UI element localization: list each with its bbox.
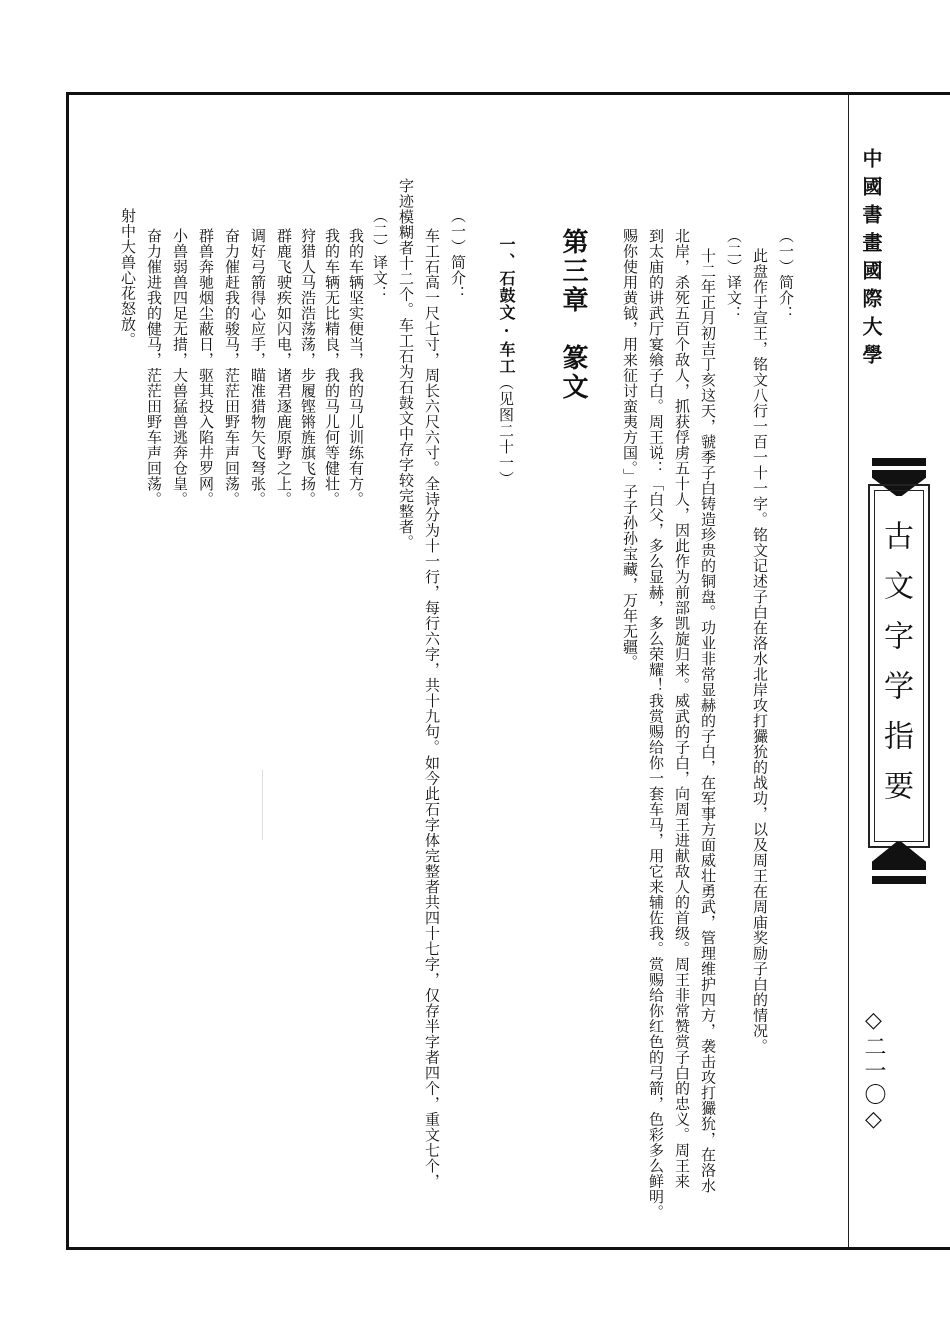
- school-name: 中國書畫國際大學: [859, 148, 883, 372]
- translation-heading-2: （二）译文：: [371, 208, 389, 301]
- poem-line: 我的车辆无比精良，我的马儿何等健壮。: [323, 228, 341, 507]
- poem-line: 狩猎人马浩浩荡荡，步履铿锵旌旗飞扬。: [299, 228, 317, 507]
- poem-line: 奋力催赶我的骏马，茫茫田野车声回荡。: [223, 228, 241, 507]
- poem-line: 小兽弱兽四足无措，大兽猛兽逃奔仓皇。: [171, 228, 189, 507]
- scan-mark: [262, 770, 263, 840]
- poem-line: 奋力催进我的健马，茫茫田野车声回荡。: [145, 228, 163, 507]
- poem-line: 射中大兽心花怒放。: [119, 208, 137, 348]
- intro-text-1: 此盘作于宣王，铭文八行一百一十一字。铭文记述子白在洛水北岸攻打玁狁的战功，以及周王在周庙奖励子白的情况。: [751, 248, 769, 1054]
- translation-line: 到太庙的讲武厅宴飨子白。周王说：「白父，多么显赫，多么荣耀！我赏赐给你一套车马，用它来辅佐我。赏赐给你红色的弓箭，色彩多么鲜明。: [647, 228, 665, 1220]
- poem-line: 群兽奔驰烟尘蔽日，驱其投入陷井罗网。: [197, 228, 215, 507]
- section-heading-note: （见图二十一）: [497, 375, 515, 487]
- book-title: 古文字学指要: [878, 520, 913, 820]
- margin-divider: [848, 95, 849, 1247]
- poem-line: 群鹿飞驶疾如闪电，诸君逐鹿原野之上。: [275, 228, 293, 507]
- page-number: ◇二一〇◇: [861, 1008, 886, 1134]
- translation-heading-1: （二）译文：: [725, 228, 743, 321]
- translation-line: 北岸，杀死五百个敌人，抓获俘虏五十人，因此作为前部凯旋归来。威武的子白，向周王进献敌人的首级。周王非常赞赏子白的忠义。周王来: [673, 228, 691, 1189]
- title-band-top: [872, 458, 926, 466]
- section-heading: [498, 236, 514, 487]
- translation-line: 赐你使用黄钺，用来征讨蛮夷方国。」子子孙孙宝藏，万年无疆。: [621, 228, 639, 670]
- poem-line: 调好弓箭得心应手，瞄准猎物矢飞弩张。: [249, 228, 267, 507]
- translation-line: 十二年正月初吉丁亥这天，虢季子白铸造珍贵的铜盘。功业非常显赫的子白，在军事方面威壮勇武，管理维护四方，袭击攻打玁狁，在洛水: [699, 248, 717, 1194]
- section-heading-text: 一、石鼓文·车工: [497, 236, 516, 375]
- chapter-title: 第三章 篆文: [558, 228, 588, 402]
- intro-line: 字迹模糊者十二个。车工石为石鼓文中存字较完整者。: [397, 178, 415, 550]
- intro-heading-2: （一）简介：: [449, 208, 467, 301]
- intro-line: 车工石高一尺七寸，周长六尺六寸。全诗分为十一行，每行六字，共十九句。如今此石字体完整者共四十七字，仅存半字者四个，重文七个，: [423, 228, 441, 1189]
- poem-line: 我的车辆坚实便当，我的马儿训练有方。: [347, 228, 365, 507]
- title-band-bottom: [872, 876, 926, 884]
- intro-heading-1: （一）简介：: [777, 228, 795, 321]
